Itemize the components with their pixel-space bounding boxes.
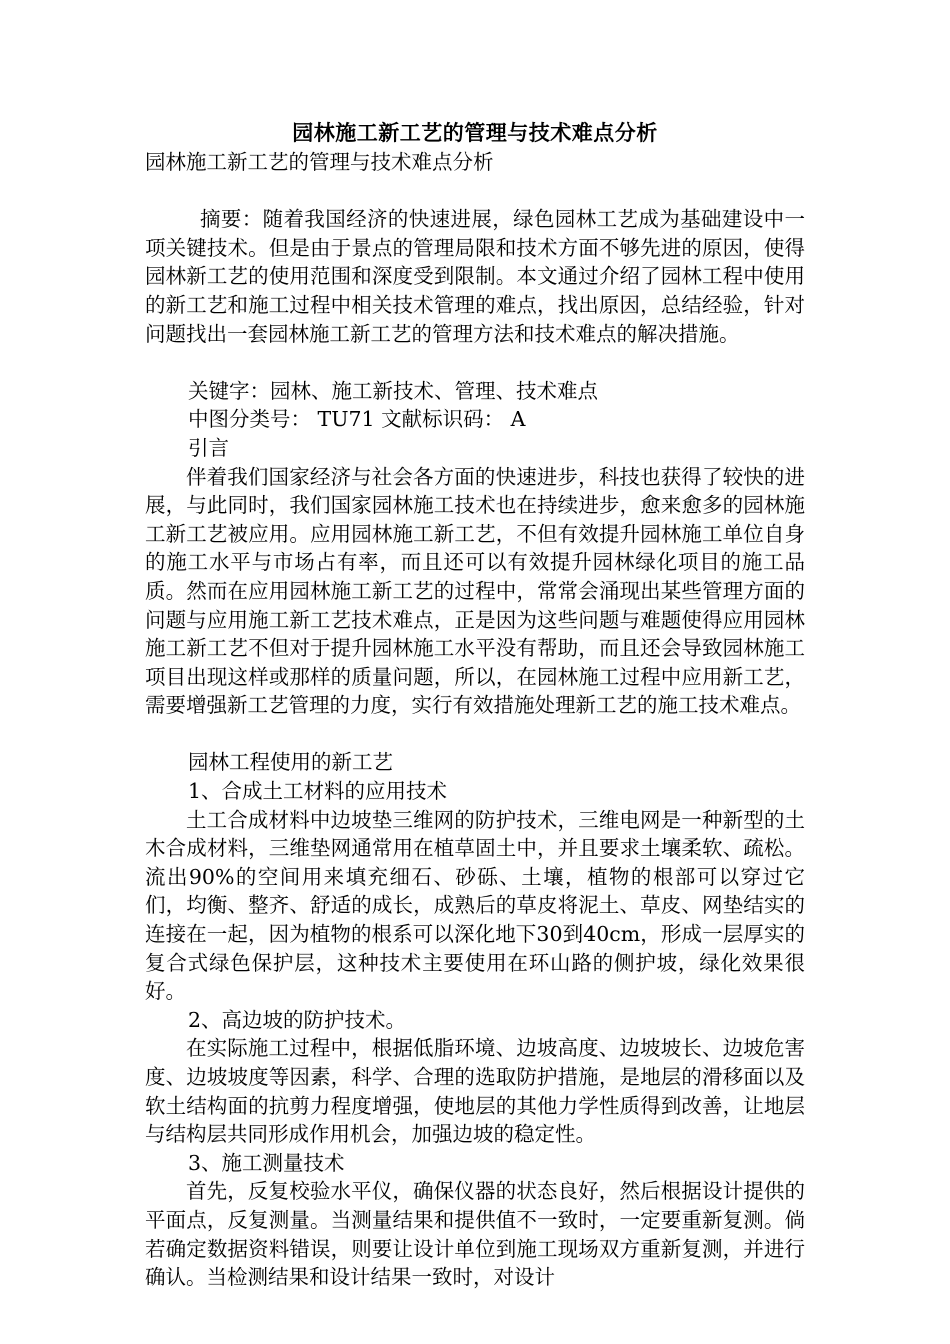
spacer <box>145 720 805 749</box>
subsection-2-paragraph: 在实际施工过程中，根据低脂环境、边坡高度、边坡坡长、边坡危害度、边坡坡度等因素，科学、合理的选取防护措施，是地层的滑移面以及软土结构面的抗剪力程度增强，使地层的其他力学性质得到改善，让地层与结构层共同形成作用机会，加强边坡的稳定性。 <box>145 1036 805 1147</box>
document-subtitle: 园林施工新工艺的管理与技术难点分析 <box>145 150 494 174</box>
spacer <box>145 177 805 206</box>
classification-line: 中图分类号： TU71 文献标识码： A <box>188 407 526 432</box>
intro-heading: 引言 <box>188 435 229 460</box>
document-title: 园林施工新工艺的管理与技术难点分析 <box>292 120 658 145</box>
abstract-paragraph: 摘要：随着我国经济的快速进展，绿色园林工艺成为基础建设中一项关键技术。但是由于景点的管理局限和技术方面不够先进的原因，使得园林新工艺的使用范围和深度受到限制。本文通过介绍了园林工程中使用的新工艺和施工过程中相关技术管理的难点，找出原因，总结经验，针对问题找出一套园林施工新工艺的管理方法和技术难点的解决措施。 <box>145 207 805 346</box>
keywords-line: 关键字：园林、施工新技术、管理、技术难点 <box>188 378 598 403</box>
section-heading: 园林工程使用的新工艺 <box>188 750 393 775</box>
subsection-3-paragraph: 首先，反复校验水平仪，确保仪器的状态良好，然后根据设计提供的平面点，反复测量。当测量结果和提供值不一致时，一定要重新复测。倘若确定数据资料错误，则要让设计单位到施工现场双方重新复测，并进行确认。当检测结果和设计结果一致时，对设计 <box>145 1179 805 1290</box>
document-page <box>145 118 805 1292</box>
subsection-1-heading: 1、合成土工材料的应用技术 <box>188 779 448 804</box>
subsection-1-paragraph: 土工合成材料中边坡垫三维网的防护技术，三维电网是一种新型的土木合成材料，三维垫网通常用在植草固土中，并且要求土壤柔软、疏松。流出90%的空间用来填充细石、砂砾、土壤，植物的根部可以穿过它们，均衡、整齐、舒适的成长，成熟后的草皮将泥土、草皮、网垫结实的连接在一起，因为植物的根系可以深化地下30到40cm，形成一层厚实的复合式绿色保护层，这种技术主要使用在环山路的侧护坡，绿化效果很好。 <box>145 807 805 1004</box>
subsection-3-heading: 3、施工测量技术 <box>188 1150 345 1175</box>
subsection-2-heading: 2、高边坡的防护技术。 <box>188 1007 407 1032</box>
intro-paragraph: 伴着我们国家经济与社会各方面的快速进步，科技也获得了较快的进展，与此同时，我们国家园林施工技术也在持续进步，愈来愈多的园林施工新工艺被应用。应用园林施工新工艺，不但有效提升园林施工单位自身的施工水平与市场占有率，而且还可以有效提升园林绿化项目的施工品质。然而在应用园林施工新工艺的过程中，常常会涌现出某些管理方面的问题与应用施工新工艺技术难点，正是因为这些问题与难题使得应用园林施工新工艺不但对于提升园林施工水平没有帮助，而且还会导致园林施工项目出现这样或那样的质量问题，所以，在园林施工过程中应用新工艺，需要增强新工艺管理的力度，实行有效措施处理新工艺的施工技术难点。 <box>145 464 805 718</box>
spacer <box>145 348 805 377</box>
